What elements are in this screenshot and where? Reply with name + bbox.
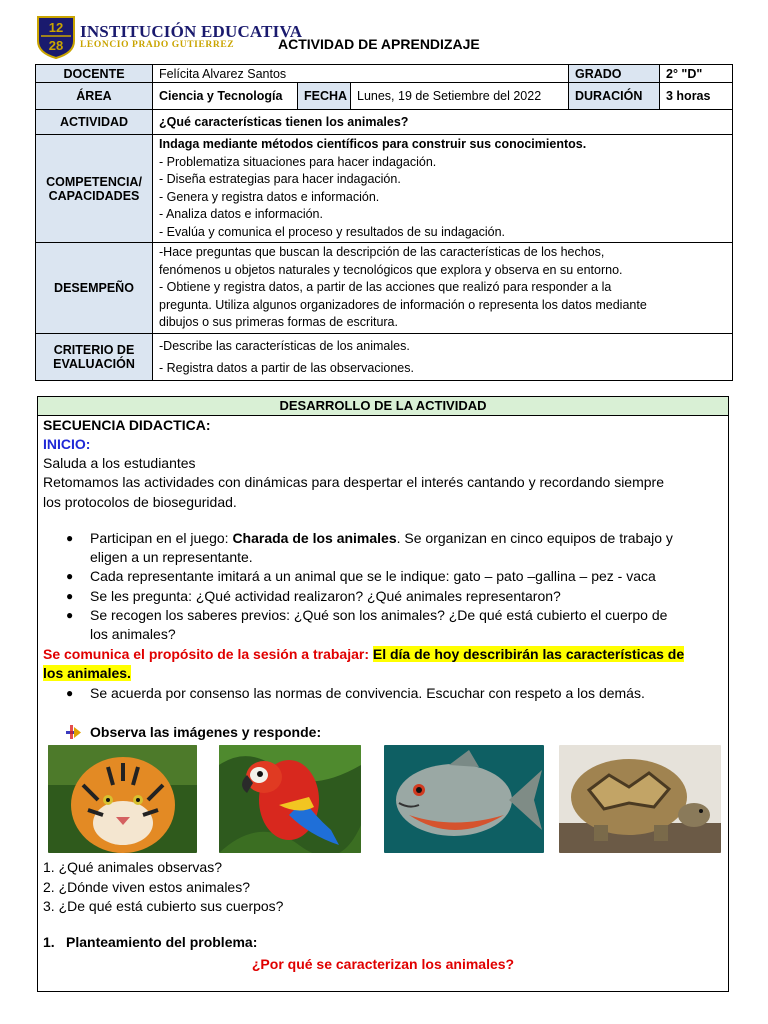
desempeno-line: - Obtiene y registra datos, a partir de las acciones que realizó para responder a la: [159, 280, 612, 294]
parrot-photo: [219, 745, 361, 853]
desempeno-value: [153, 243, 733, 334]
duracion-label: DURACIÓN: [569, 83, 660, 110]
criterio-line: -Describe las características de los animales.: [159, 338, 410, 353]
tortoise-photo: [559, 745, 721, 853]
criterio-label: [36, 333, 153, 380]
proposito-line2: [43, 664, 131, 684]
bullet1-text-a: Participan en el juego:: [90, 530, 233, 546]
row-docente: [36, 65, 733, 83]
logo-number-top: 12: [48, 20, 64, 35]
competencia-title: Indaga mediante métodos científicos para construir sus conocimientos.: [159, 137, 587, 151]
problem-number: 1.: [43, 934, 55, 950]
bullet-icon: ●: [66, 569, 74, 583]
bullet-item: [66, 606, 668, 626]
bullet1-game-name: Charada de los animales: [232, 530, 397, 546]
tiger-photo: [48, 745, 197, 853]
bullet3-text: Se les pregunta: ¿Qué actividad realizaron? ¿Qué animales representaron?: [90, 588, 561, 604]
problem-question: ¿Por qué se caracterizan los animales?: [251, 956, 515, 972]
bullet2-text: Cada representante imitará a un animal que se le indique: gato – pato –gallina – pez - vaca: [90, 568, 656, 584]
bullet4-continuation: los animales?: [90, 626, 176, 642]
institution-subtitle: LEONCIO PRADO GUTIERREZ: [80, 40, 235, 50]
capacidad-item: - Problematiza situaciones para hacer indagación.: [159, 154, 437, 169]
row-competencia: [36, 135, 733, 243]
criterio-line: - Registra datos a partir de las observaciones.: [159, 360, 414, 375]
desempeno-line: dibujos o sus primeras formas de escritura.: [159, 315, 398, 329]
competencia-label: [36, 135, 153, 243]
proposito-label: Se comunica el propósito de la sesión a trabajar:: [43, 646, 373, 662]
docente-label: DOCENTE: [36, 65, 153, 83]
question-item: 2. ¿Dónde viven estos animales?: [43, 879, 250, 895]
bullet-item: [66, 684, 645, 704]
school-logo: [36, 15, 76, 59]
actividad-value: ¿Qué características tienen los animales?: [153, 110, 733, 135]
competencia-label-line1: COMPETENCIA/: [46, 174, 142, 189]
bullet-item: [66, 587, 561, 607]
desempeno-label: DESEMPEÑO: [36, 243, 153, 334]
grado-label: GRADO: [569, 65, 660, 83]
bullet-item: [66, 529, 673, 549]
question-item: 3. ¿De qué está cubierto sus cuerpos?: [43, 898, 284, 914]
bullet-icon: ●: [66, 608, 74, 622]
actividad-label: ACTIVIDAD: [36, 110, 153, 135]
bullet1-text-c: . Se organizan en cinco equipos de trabajo y: [396, 530, 673, 546]
docente-value: Felícita Alvarez Santos: [153, 65, 569, 83]
criterio-value: [153, 333, 733, 380]
fecha-label: FECHA: [298, 83, 351, 110]
bullet-icon: ●: [66, 531, 74, 545]
bullet1-continuation: eligen a un representante.: [90, 549, 253, 565]
desempeno-line: fenómenos u objetos naturales y tecnológicos que explora y observa en su entorno.: [159, 262, 623, 277]
criterio-label-line2: EVALUACIÓN: [53, 356, 135, 371]
greeting-text: Saluda a los estudiantes: [43, 455, 196, 471]
logo-number-bottom: 28: [48, 38, 64, 53]
row-actividad: [36, 110, 733, 135]
area-label: ÁREA: [36, 83, 153, 110]
institution-name: INSTITUCIÓN EDUCATIVA: [80, 22, 303, 41]
bullet4-text: Se recogen los saberes previos: ¿Qué son los animales? ¿De qué está cubierto el cuerpo de: [90, 607, 668, 623]
fecha-value: Lunes, 19 de Setiembre del 2022: [351, 83, 569, 110]
row-criterio: [36, 333, 733, 380]
grado-value: 2° "D": [660, 65, 733, 83]
development-heading: DESARROLLO DE LA ACTIVIDAD: [38, 397, 728, 416]
competencia-label-line2: CAPACIDADES: [48, 188, 140, 203]
bullet-item: [66, 567, 656, 587]
capacidad-item: - Analiza datos e información.: [159, 207, 323, 221]
observa-heading: Observa las imágenes y responde:: [90, 724, 322, 740]
document-title: ACTIVIDAD DE APRENDIZAJE: [278, 36, 480, 52]
bullet5-text: Se acuerda por consenso las normas de convivencia. Escuchar con respeto a los demás.: [90, 685, 645, 701]
retomamos-line1: Retomamos las actividades con dinámicas para despertar el interés cantando y recordando siempre: [43, 474, 664, 490]
proposito-line1: [43, 645, 684, 665]
duracion-value: 3 horas: [660, 83, 733, 110]
desempeno-line: pregunta. Utiliza algunos organizadores de información o representa los datos mediante: [159, 297, 647, 312]
problem-title: Planteamiento del problema:: [66, 934, 258, 950]
retomamos-line2: los protocolos de bioseguridad.: [43, 494, 237, 510]
bullet-icon: ●: [66, 686, 74, 700]
activity-info-table: [35, 64, 733, 381]
competencia-value: [153, 135, 733, 243]
row-area: [36, 83, 733, 110]
proposito-highlight: El día de hoy describirán las características de: [372, 646, 685, 662]
inicio-heading: INICIO:: [43, 436, 91, 452]
capacidad-item: - Genera y registra datos e información.: [159, 189, 380, 204]
question-item: 1. ¿Qué animales observas?: [43, 859, 222, 875]
proposito-highlight-2: los animales.: [43, 665, 131, 681]
secuencia-heading: SECUENCIA DIDACTICA:: [43, 417, 211, 433]
area-value: Ciencia y Tecnología: [153, 83, 298, 110]
row-desempeno: [36, 243, 733, 334]
criterio-label-line1: CRITERIO DE: [53, 342, 135, 357]
piranha-fish-photo: [384, 745, 544, 853]
capacidad-item: - Diseña estrategias para hacer indagación.: [159, 172, 401, 186]
capacidad-item: - Evalúa y comunica el proceso y resultados de su indagación.: [159, 224, 506, 239]
arrow-pointer-icon: [66, 725, 82, 739]
desempeno-line: -Hace preguntas que buscan la descripción de las características de los hechos,: [159, 245, 605, 259]
bullet-icon: ●: [66, 589, 74, 603]
